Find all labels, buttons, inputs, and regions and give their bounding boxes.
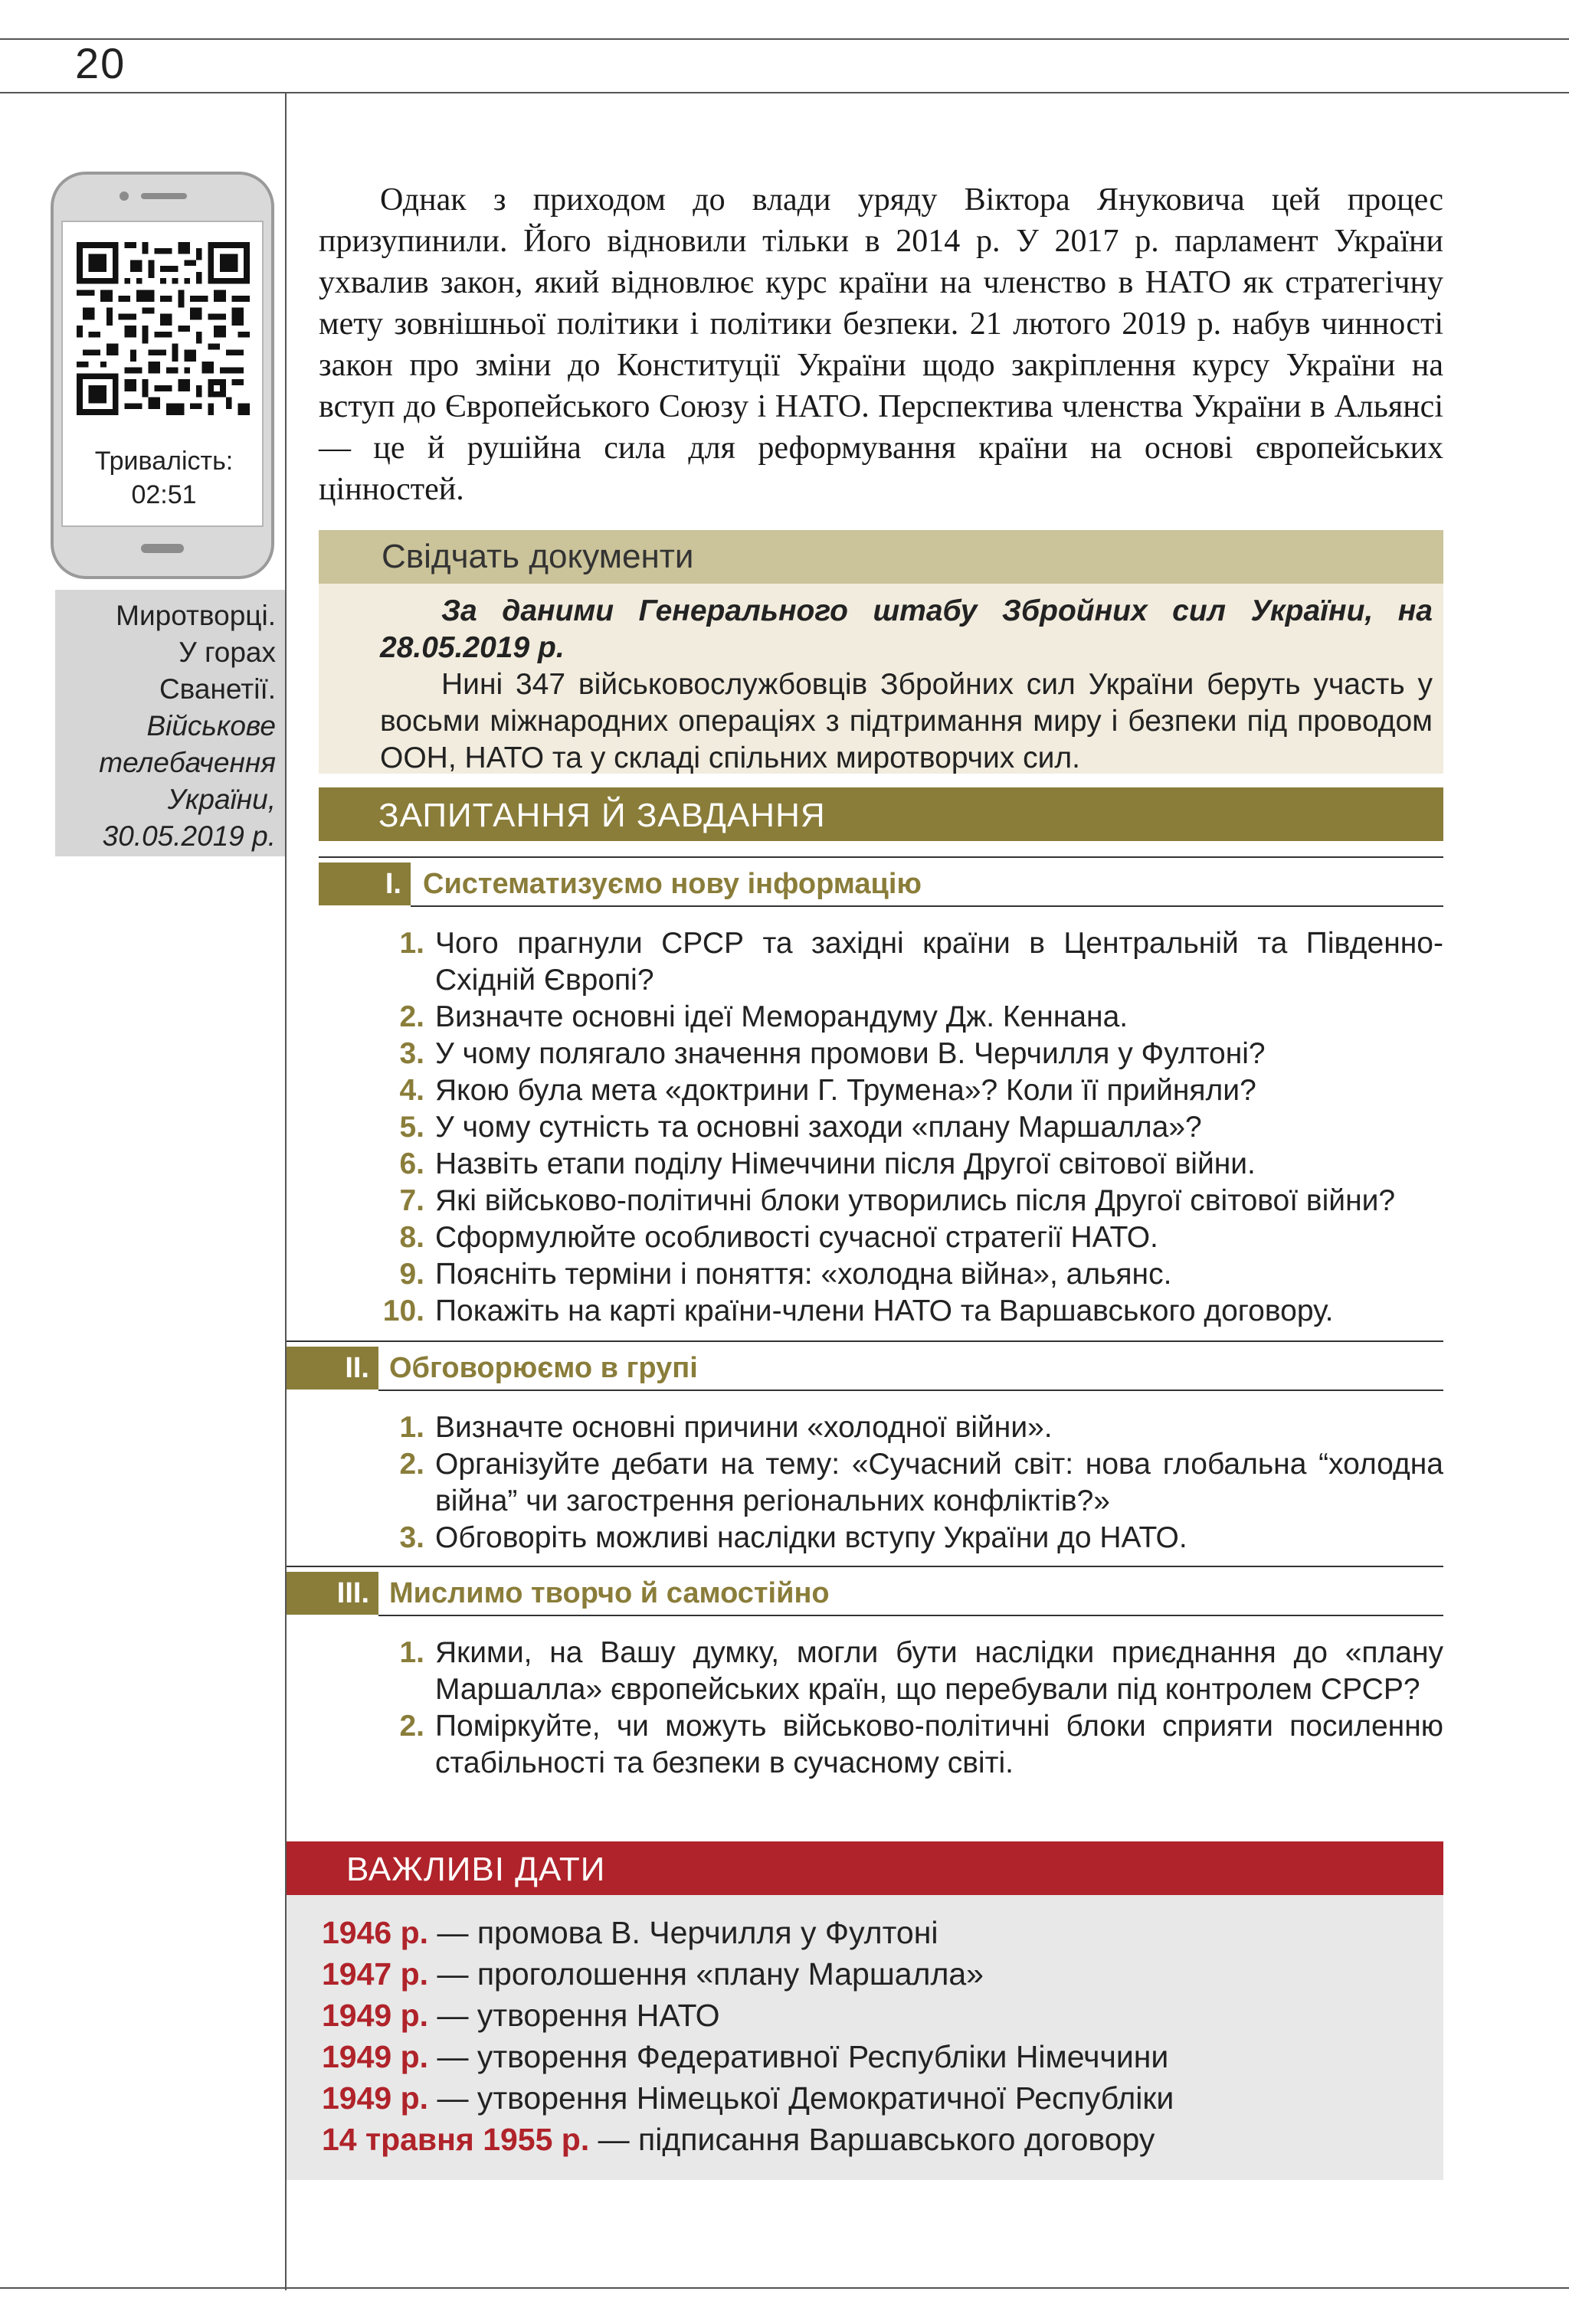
date-entry: 1949 р. — утворення Німецької Демократичної Республіки bbox=[322, 2080, 1174, 2116]
section-number: III. bbox=[287, 1572, 378, 1615]
caption-line: У горах bbox=[179, 637, 276, 668]
date-entry: 1946 р. — промова В. Черчилля у Фултоні bbox=[322, 1915, 938, 1950]
page-number: 20 bbox=[75, 39, 126, 87]
section-rule bbox=[319, 856, 1443, 858]
phone-frame bbox=[51, 172, 274, 579]
top-rule bbox=[0, 38, 1569, 40]
section-rule bbox=[287, 1340, 1443, 1342]
documents-text: Нині 347 військовослужбовців Збройних сил України беруть участь у восьми міжнародних операціях з підтримання миру і безпеки під проводом ООН, НАТО та у складі спільних миротворчих сил. bbox=[380, 668, 1433, 774]
questions-title: ЗАПИТАННЯ Й ЗАВДАННЯ bbox=[378, 797, 826, 834]
video-caption bbox=[55, 590, 285, 856]
section-number: I. bbox=[319, 862, 411, 905]
list-item: 2. Організуйте дебати на тему: «Сучасний світ: нова глобальна “холодна війна” чи загострення регіональних конфліктів?» bbox=[399, 1448, 1443, 1517]
list-item: 1. Чого прагнули СРСР та західні країни в Центральній та Південно-Східній Європі? bbox=[399, 927, 1443, 997]
section-rule bbox=[378, 1615, 1443, 1616]
questions-header bbox=[319, 787, 1443, 841]
list-item: 8. Сформулюйте особливості сучасної стратегії НАТО. bbox=[399, 1221, 1158, 1254]
section-number: II. bbox=[287, 1347, 378, 1389]
section-title: Обговорюємо в групі bbox=[389, 1352, 698, 1384]
section-rule bbox=[287, 1566, 1443, 1567]
caption-source-line: України, bbox=[167, 784, 276, 815]
question-list bbox=[368, 925, 1443, 1330]
question-list bbox=[368, 1635, 1443, 1782]
qr-code-icon[interactable] bbox=[77, 242, 250, 415]
camera-icon bbox=[120, 191, 129, 201]
documents-source: За даними Генерального штабу Збройних сил України, на 28.05.2019 р. bbox=[380, 594, 1433, 664]
list-item: 6. Назвіть етапи поділу Німеччини після Другої світової війни. bbox=[399, 1147, 1256, 1180]
duration-label: Тривалість: bbox=[94, 447, 234, 476]
list-item: 1. Визначте основні причини «холодної війни». bbox=[399, 1411, 1053, 1444]
list-item: 7. Які військово-політичні блоки утворились після Другої світової війни? bbox=[399, 1184, 1396, 1217]
duration-value: 02:51 bbox=[131, 480, 197, 509]
list-item: 4. Якою була мета «доктрини Г. Трумена»? Коли її прийняли? bbox=[399, 1074, 1256, 1107]
list-item: 5. У чому сутність та основні заходи «плану Маршалла»? bbox=[399, 1111, 1202, 1144]
caption-line: Миротворці. bbox=[116, 600, 276, 631]
main-paragraph bbox=[319, 179, 1443, 510]
list-item: 2. Визначте основні ідеї Меморандуму Дж. Кеннана. bbox=[399, 1000, 1128, 1033]
caption-source-line: телебачення bbox=[99, 747, 276, 778]
list-item: 3. У чому полягало значення промови В. Черчилля у Фултоні? bbox=[399, 1037, 1266, 1070]
phone-screen bbox=[61, 221, 264, 527]
section-rule bbox=[378, 1389, 1443, 1391]
list-item: 3. Обговоріть можливі наслідки вступу України до НАТО. bbox=[399, 1521, 1187, 1554]
important-dates-header bbox=[287, 1841, 1443, 1895]
documents-header bbox=[319, 530, 1443, 584]
date-entry: 1949 р. — утворення Федеративної Республіки Німеччини bbox=[322, 2039, 1169, 2074]
header-rule bbox=[0, 92, 1569, 93]
list-item: 1. Якими, на Вашу думку, могли бути наслідки приєднання до «плану Маршалла» європейських країн, що перебували під контролем СРСР? bbox=[399, 1636, 1443, 1706]
list-item: 9. Поясніть терміни і поняття: «холодна війна», альянс. bbox=[399, 1258, 1172, 1291]
section-rule bbox=[411, 905, 1443, 907]
home-button-icon bbox=[141, 544, 184, 553]
caption-line: Сванетії. bbox=[159, 673, 276, 705]
speaker-icon bbox=[141, 193, 187, 199]
list-item: 2. Поміркуйте, чи можуть військово-політичні блоки сприяти посиленню стабільності та безпеки в сучасному світі. bbox=[399, 1710, 1443, 1779]
important-dates-box bbox=[287, 1895, 1443, 2180]
question-list bbox=[368, 1409, 1443, 1556]
caption-source-line: Військове bbox=[146, 710, 276, 741]
date-entry: 14 травня 1955 р. — підписання Варшавського договору bbox=[322, 2122, 1155, 2157]
documents-box bbox=[319, 584, 1443, 774]
section-title: Систематизуємо нову інформацію bbox=[423, 868, 922, 900]
important-dates-title: ВАЖЛИВІ ДАТИ bbox=[346, 1851, 606, 1888]
section-title: Мислимо творчо й самостійно bbox=[389, 1577, 830, 1609]
date-entry: 1949 р. — утворення НАТО bbox=[322, 1998, 720, 2033]
body-text: Однак з приходом до влади уряду Віктора Януковича цей процес призупинили. Його відновили тільки в 2014 р. У 2017 р. парламент України ухвалив закон, який відновлює курс країни на членство в НАТО як стратегічну мету зовнішньої політики і політики безпеки. 21 лютого 2019 р. набув чинності закон про зміни до Конституції України щодо закріплення курсу України на вступ до Європейського Союзу і НАТО. Перспектива членства України в Альянсі — це й рушійна сила для реформування країни на основі європейських цінностей. bbox=[319, 182, 1443, 507]
bottom-rule bbox=[0, 2287, 1569, 2289]
list-item: 10. Покажіть на карті країни-члени НАТО та Варшавського договору. bbox=[382, 1295, 1334, 1327]
caption-source-line: 30.05.2019 р. bbox=[102, 820, 276, 852]
documents-title: Свідчать документи bbox=[382, 538, 694, 575]
date-entry: 1947 р. — проголошення «плану Маршалла» bbox=[322, 1956, 984, 1992]
